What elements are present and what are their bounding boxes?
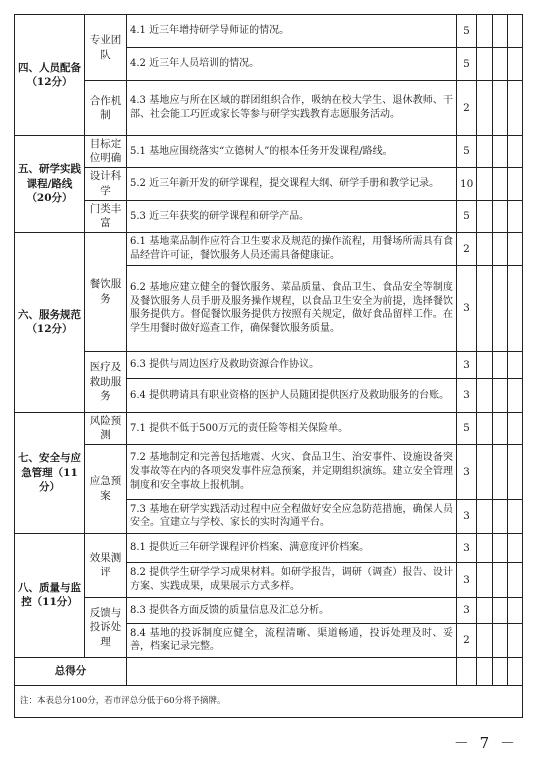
item-text: 6.3 提供与周边医疗及救助资源合作协议。 [127,351,457,378]
subcategory-cell: 合作机制 [85,81,127,136]
subcategory-cell: 效果测评 [85,533,127,597]
category-cell: 五、研学实践课程/路线（20分） [15,136,85,233]
blank-score-cell [493,351,508,378]
max-score: 2 [457,81,477,136]
blank-score-cell [477,657,493,685]
max-score: 2 [457,623,477,657]
blank-score-cell [477,378,493,412]
item-text: 7.2 基地制定和完善包括地震、火灾、食品卫生、治安事件、设施设备突发事故等在内的各项突发事件应急预案，并定期组织演练。建立安全管理制度和安全事故上报机制。 [127,444,457,499]
max-score: 10 [457,167,477,200]
table-row [15,81,523,136]
item-text: 6.4 提供聘请具有职业资格的医护人员随团提供医疗及救助服务的台账。 [127,378,457,412]
blank-score-cell [508,657,523,685]
blank-score-cell [477,597,493,623]
blank-score-cell [477,81,493,136]
blank-score-cell [508,136,523,168]
blank-score-cell [493,412,508,444]
blank-score-cell [493,81,508,136]
total-score-label: 总得分 [15,657,127,685]
item-text: 6.2 基地应建立健全的餐饮服务、菜品质量、食品卫生、食品安全等制度及餐饮服务人员手册及服务操作规程，以食品卫生安全为前提，选择餐饮服务提供方。督促餐饮服务提供方按照有关规定，做好食品留样工作。在学生用餐时做好巡查工作，确保餐饮服务质量。 [127,265,457,351]
blank-score-cell [477,444,493,499]
max-score: 2 [457,232,477,265]
footnote: 注：本表总分100分，若市评总分低于60分将予摘牌。 [15,685,523,717]
max-score: 3 [457,597,477,623]
blank-score-cell [508,412,523,444]
max-score: 5 [457,48,477,81]
item-text: 7.1 提供不低于500万元的责任险等相关保险单。 [127,412,457,444]
blank-score-cell [477,15,493,48]
subcategory-cell: 餐饮服务 [85,232,127,351]
max-score: 3 [457,378,477,412]
blank-score-cell [508,48,523,81]
blank-score-cell [493,533,508,562]
evaluation-table [14,14,523,718]
blank-score-cell [477,412,493,444]
blank-score-cell [477,623,493,657]
table-row [15,444,523,499]
table-row [15,136,523,168]
blank-score-cell [493,136,508,168]
category-cell: 八、质量与监控（11分） [15,533,85,657]
max-score: 3 [457,351,477,378]
blank-score-cell [493,499,508,533]
table-row [15,232,523,265]
category-cell: 四、人员配备（12分） [15,15,85,136]
blank-score-cell [508,499,523,533]
subcategory-cell: 专业团队 [85,15,127,81]
max-score: 3 [457,265,477,351]
blank-score-cell [477,265,493,351]
blank-score-cell [477,136,493,168]
item-text: 8.1 提供近三年研学课程评价档案、满意度评价档案。 [127,533,457,562]
subcategory-cell: 医疗及救助服务 [85,351,127,412]
blank-score-cell [493,200,508,232]
subcategory-cell: 目标定位明确 [85,136,127,168]
max-score: 5 [457,200,477,232]
max-score: 3 [457,562,477,597]
blank-score-cell [508,378,523,412]
table-row [15,200,523,232]
blank-score-cell [477,232,493,265]
blank-score-cell [477,167,493,200]
item-text: 8.2 提供学生研学学习成果材料。如研学报告，调研（调查）报告、设计方案、实践成果，成果展示方式多样。 [127,562,457,597]
blank-score-cell [508,597,523,623]
blank-score-cell [493,167,508,200]
item-text: 6.1 基地菜品制作应符合卫生要求及规范的操作流程，用餐场所需具有食品经营许可证，餐饮服务人员还需具备健康证。 [127,232,457,265]
blank-score-cell [477,533,493,562]
page-number: － 7 － [453,734,518,752]
item-text: 7.3 基地在研学实践活动过程中应全程做好安全应急防范措施，确保人员安全。宜建立与学校、家长的实时沟通平台。 [127,499,457,533]
max-score: 3 [457,444,477,499]
item-text: 4.2 近三年人员培训的情况。 [127,48,457,81]
blank-score-cell [508,232,523,265]
blank-score-cell [508,167,523,200]
item-text: 8.3 提供各方面反馈的质量信息及汇总分析。 [127,597,457,623]
blank-score-cell [508,200,523,232]
blank-score-cell [493,378,508,412]
table-row [15,167,523,200]
max-score: 3 [457,533,477,562]
subcategory-cell: 风险预测 [85,412,127,444]
item-text: 4.1 近三年增持研学导师证的情况。 [127,15,457,48]
subcategory-cell: 应急预案 [85,444,127,533]
blank-score-cell [493,265,508,351]
blank-cell [127,657,457,685]
table-row [15,351,523,378]
max-score: 5 [457,412,477,444]
table-row [15,412,523,444]
item-text: 4.3 基地应与所在区域的群团组织合作，吸纳在校大学生、退休教师、干部、社会能工巧匠或家长等参与研学实践教育志愿服务活动。 [127,81,457,136]
item-text: 5.3 近三年获奖的研学课程和研学产品。 [127,200,457,232]
blank-score-cell [493,15,508,48]
item-text: 5.2 近三年新开发的研学课程，提交课程大纲、研学手册和教学记录。 [127,167,457,200]
max-score: 5 [457,136,477,168]
blank-score-cell [477,562,493,597]
note-row [15,685,523,717]
blank-score-cell [477,200,493,232]
blank-score-cell [508,444,523,499]
blank-score-cell [493,623,508,657]
table-row [15,533,523,562]
blank-score-cell [493,657,508,685]
blank-score-cell [508,265,523,351]
blank-score-cell [508,351,523,378]
blank-score-cell [477,499,493,533]
table-row [15,597,523,623]
blank-score-cell [508,81,523,136]
blank-score-cell [477,351,493,378]
subcategory-cell: 反馈与投诉处理 [85,597,127,657]
item-text: 5.1 基地应围绕落实“立德树人”的根本任务开发课程/路线。 [127,136,457,168]
blank-score-cell [508,533,523,562]
item-text: 8.4 基地的投诉制度应健全，流程清晰、渠道畅通，投诉处理及时、妥善，档案记录完整。 [127,623,457,657]
max-score: 3 [457,499,477,533]
blank-score-cell [493,444,508,499]
blank-score-cell [493,232,508,265]
blank-score-cell [457,657,477,685]
total-row [15,657,523,685]
max-score: 5 [457,15,477,48]
category-cell: 六、服务规范（12分） [15,232,85,412]
blank-score-cell [477,48,493,81]
category-cell: 七、安全与应急管理（11分） [15,412,85,533]
blank-score-cell [493,597,508,623]
subcategory-cell: 门类丰富 [85,200,127,232]
blank-score-cell [493,48,508,81]
blank-score-cell [493,562,508,597]
subcategory-cell: 设计科学 [85,167,127,200]
blank-score-cell [508,562,523,597]
blank-score-cell [508,15,523,48]
table-row [15,15,523,48]
blank-score-cell [508,623,523,657]
